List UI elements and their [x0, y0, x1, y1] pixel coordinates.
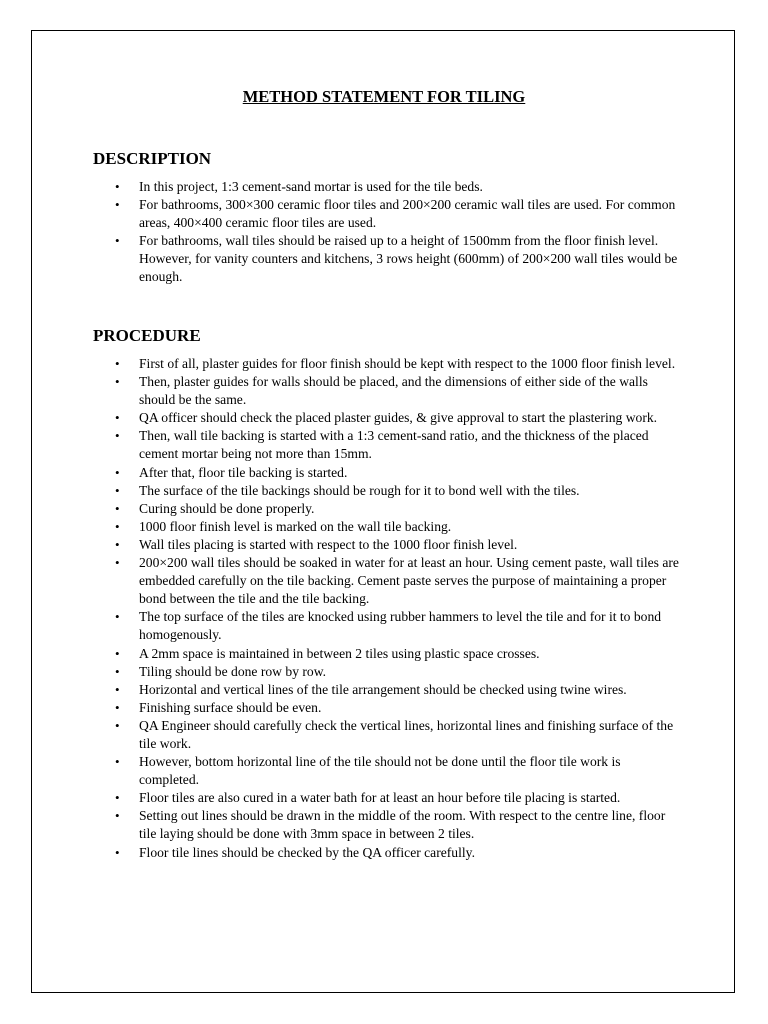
bullet-icon: • [115, 663, 120, 679]
list-item-text: Then, wall tile backing is started with a 1:3 cement-sand ratio, and the thickness of the placed cement mortar being not more than 15mm. [139, 428, 649, 462]
list-item-text: 200×200 wall tiles should be soaked in water for at least an hour. Using cement paste, wall tiles are embedded carefully on the tile backing. Cement paste serves the purpose of maintaining a proper bond between the tile and the tile backing. [139, 555, 679, 607]
list-item [93, 789, 683, 807]
list-item-text: For bathrooms, 300×300 ceramic floor tiles and 200×200 ceramic wall tiles are used. For common areas, 400×400 ceramic floor tiles are used. [139, 197, 676, 231]
section-heading-procedure: PROCEDURE [93, 326, 201, 345]
list-item-text: The surface of the tile backings should be rough for it to bond well with the tiles. [139, 482, 580, 498]
list-item [93, 844, 683, 862]
list-item-text: Then, plaster guides for walls should be placed, and the dimensions of either side of the walls should be the same. [139, 374, 648, 408]
list-item-text: Tiling should be done row by row. [139, 663, 327, 679]
bullet-icon: • [115, 609, 120, 625]
list-item-text: Horizontal and vertical lines of the tile arrangement should be checked using twine wires. [139, 681, 627, 697]
list-item [93, 536, 683, 554]
bullet-icon: • [115, 179, 120, 194]
list-item [93, 645, 683, 663]
bullet-icon: • [115, 808, 120, 824]
bullet-icon: • [115, 233, 120, 249]
bullet-icon: • [115, 500, 120, 516]
list-item [93, 681, 683, 699]
list-item [93, 178, 683, 196]
list-item-text: 1000 floor finish level is marked on the wall tile backing. [139, 518, 452, 534]
list-item-text: However, bottom horizontal line of the tile should not be done until the floor tile work is completed. [139, 754, 621, 788]
list-item [93, 753, 683, 789]
bullet-icon: • [115, 555, 120, 571]
list-item [93, 232, 683, 286]
bullet-icon: • [115, 356, 120, 371]
bullet-icon: • [115, 428, 120, 444]
list-item [93, 409, 683, 427]
list-item-text: For bathrooms, wall tiles should be raised up to a height of 1500mm from the floor finish level. However, for vanity counters and kitchens, 3 rows height (600mm) of 200×200 wall tiles would be enough. [139, 233, 678, 285]
list-item [93, 196, 683, 232]
list-item-text: QA Engineer should carefully check the vertical lines, horizontal lines and finishing surface of the tile work. [139, 717, 674, 751]
list-item [93, 482, 683, 500]
list-item-text: After that, floor tile backing is started. [139, 464, 348, 480]
list-item [93, 427, 683, 463]
bullet-icon: • [115, 374, 120, 390]
list-item [93, 355, 683, 373]
bullet-icon: • [115, 717, 120, 733]
list-item [93, 500, 683, 518]
procedure-list [93, 355, 683, 862]
list-item-text: Wall tiles placing is started with respect to the 1000 floor finish level. [139, 536, 518, 552]
list-item [93, 554, 683, 608]
list-item-text: The top surface of the tiles are knocked using rubber hammers to level the tile and for it to bond homogenously. [139, 609, 662, 643]
bullet-icon: • [115, 464, 120, 480]
list-item-text: In this project, 1:3 cement-sand mortar is used for the tile beds. [139, 179, 483, 194]
bullet-icon: • [115, 844, 120, 860]
bullet-icon: • [115, 536, 120, 552]
list-item [93, 373, 683, 409]
list-item-text: Floor tiles are also cured in a water bath for at least an hour before tile placing is started. [139, 790, 621, 806]
list-item-text: Floor tile lines should be checked by the QA officer carefully. [139, 844, 475, 860]
list-item [93, 518, 683, 536]
list-item [93, 663, 683, 681]
list-item-text: QA officer should check the placed plaster guides, & give approval to start the plastering work. [139, 410, 658, 426]
list-item-text: Finishing surface should be even. [139, 699, 322, 715]
bullet-icon: • [115, 790, 120, 806]
list-item [93, 807, 683, 843]
description-list [93, 178, 683, 287]
bullet-icon: • [115, 754, 120, 770]
list-item-text: First of all, plaster guides for floor finish should be kept with respect to the 1000 floor finish level. [139, 356, 676, 371]
bullet-icon: • [115, 681, 120, 697]
bullet-icon: • [115, 482, 120, 498]
list-item [93, 464, 683, 482]
list-item [93, 699, 683, 717]
bullet-icon: • [115, 699, 120, 715]
bullet-icon: • [115, 518, 120, 534]
bullet-icon: • [115, 197, 120, 213]
section-heading-description: DESCRIPTION [93, 149, 212, 168]
list-item [93, 608, 683, 644]
list-item [93, 717, 683, 753]
list-item-text: Curing should be done properly. [139, 500, 315, 516]
bullet-icon: • [115, 645, 120, 661]
document-title: METHOD STATEMENT FOR TILING [242, 87, 526, 106]
bullet-icon: • [115, 410, 120, 426]
list-item-text: Setting out lines should be drawn in the middle of the room. With respect to the centre line, floor tile laying should be done with 3mm space in between 2 tiles. [139, 808, 666, 842]
list-item-text: A 2mm space is maintained in between 2 tiles using plastic space crosses. [139, 645, 540, 661]
